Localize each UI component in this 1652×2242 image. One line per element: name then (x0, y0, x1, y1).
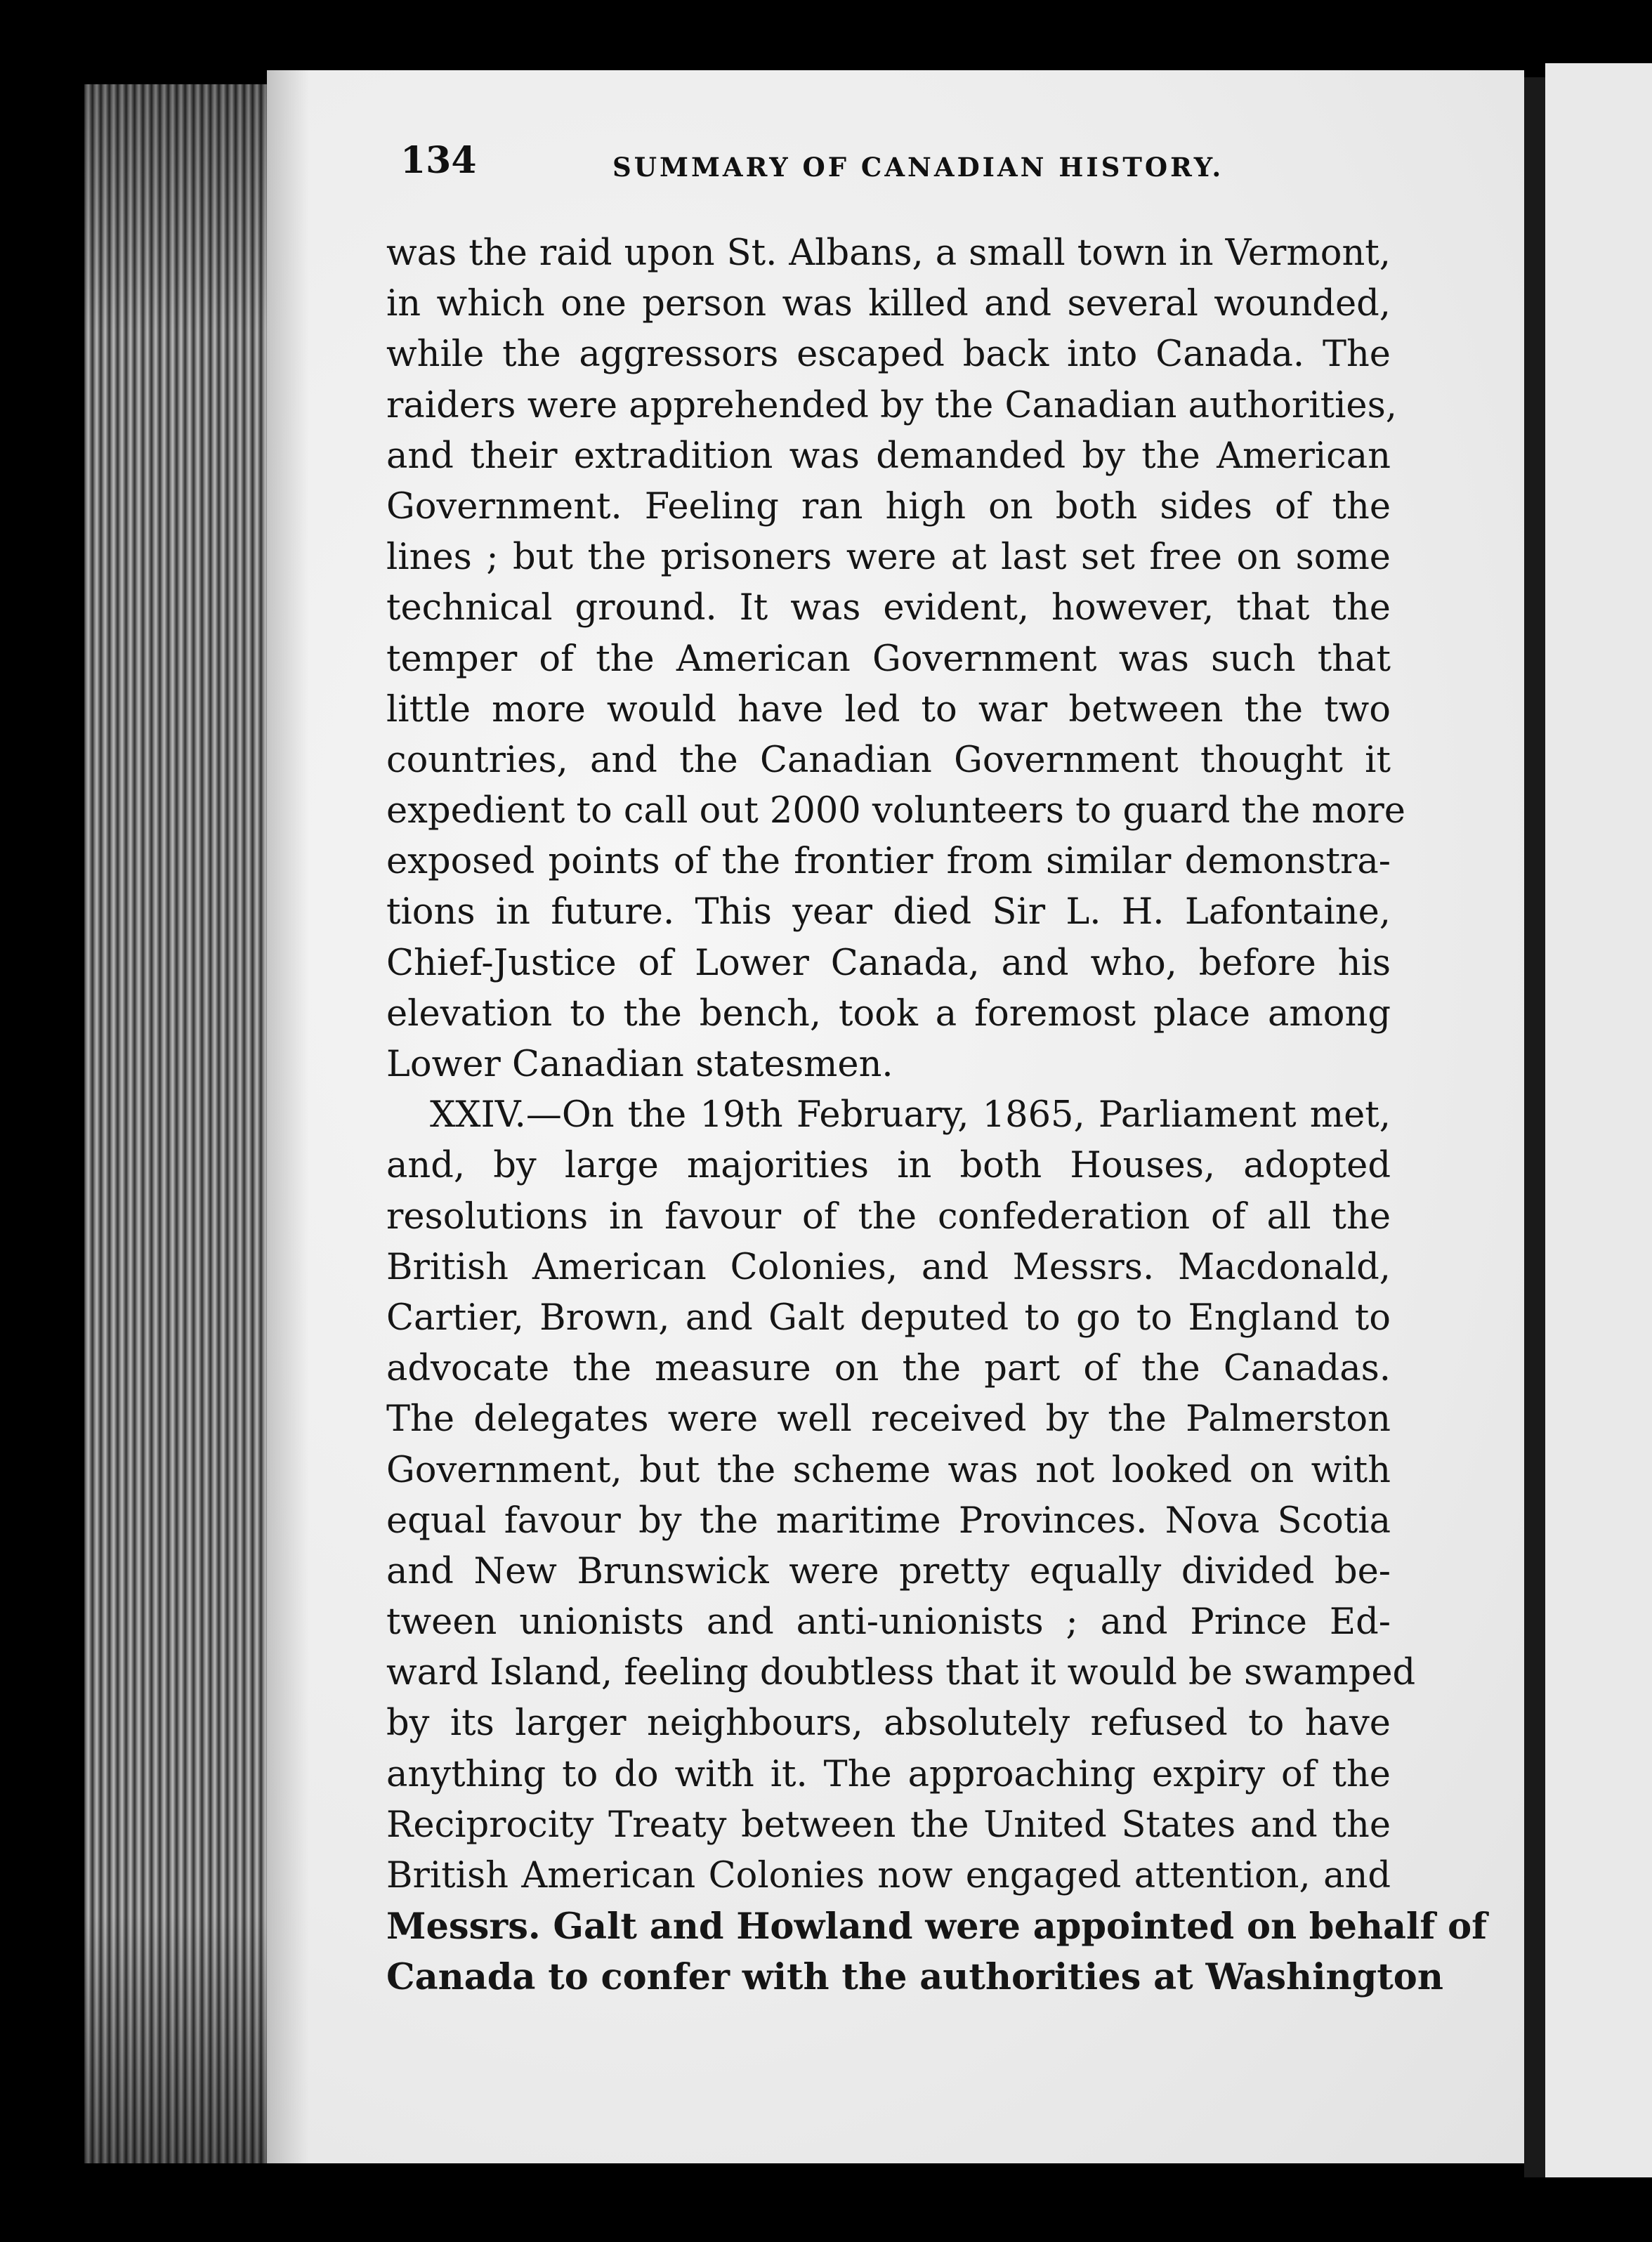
text-line: exposed points of the frontier from similar demonstra- (386, 841, 1391, 883)
text-line: Lower Canadian statesmen. (386, 1044, 893, 1085)
gutter-strip (1524, 77, 1545, 2177)
text-line: Government, but the scheme was not looked on with (386, 1449, 1391, 1491)
text-line: resolutions in favour of the confederation of all the (386, 1195, 1391, 1238)
text-line: ward Island, feeling doubtless that it would be swamped (386, 1652, 1416, 1694)
text-line: Chief-Justice of Lower Canada, and who, before his (386, 942, 1391, 984)
text-line: Cartier, Brown, and Galt deputed to go to England to (386, 1297, 1391, 1339)
text-line: raiders were apprehended by the Canadian authorities, (386, 384, 1397, 426)
running-head-title: SUMMARY OF CANADIAN HISTORY. (612, 152, 1224, 183)
text-line: elevation to the bench, took a foremost place among (386, 992, 1391, 1035)
text-line: and, by large majorities in both Houses, adopted (386, 1145, 1391, 1187)
section-start-line: XXIV.—On the 19th February, 1865, Parliament met, (430, 1094, 1391, 1136)
text-line: expedient to call out 2000 volunteers to guard the more (386, 790, 1405, 832)
text-line: was the raid upon St. Albans, a small town in Vermont, (386, 232, 1391, 274)
text-line: technical ground. It was evident, however, that the (386, 587, 1391, 629)
text-line: lines ; but the prisoners were at last set free on some (386, 537, 1391, 579)
text-line: Canada to confer with the authorities at Washington (386, 1956, 1443, 1999)
running-head (400, 139, 1224, 195)
text-line: by its larger neighbours, absolutely refused to have (386, 1703, 1391, 1745)
text-line: little more would have led to war between the two (386, 688, 1391, 730)
text-line: and their extradition was demanded by the American (386, 435, 1391, 477)
text-line: The delegates were well received by the Palmerston (386, 1398, 1391, 1441)
text-line: advocate the measure on the part of the Canadas. (386, 1348, 1391, 1390)
text-line: tween unionists and anti-unionists ; and Prince Ed- (386, 1601, 1391, 1644)
text-line: and New Brunswick were pretty equally divided be- (386, 1550, 1391, 1592)
text-line: countries, and the Canadian Government thought it (386, 739, 1391, 781)
text-line: in which one person was killed and several wounded, (386, 283, 1391, 325)
text-line: British American Colonies, and Messrs. Macdonald, (386, 1246, 1391, 1288)
text-line: Messrs. Galt and Howland were appointed on behalf of (386, 1906, 1488, 1948)
text-line: anything to do with it. The approaching expiry of the (386, 1753, 1391, 1795)
text-line: tions in future. This year died Sir L. H. Lafontaine, (386, 891, 1391, 933)
facing-page-edge (1545, 63, 1652, 2177)
text-line: Government. Feeling ran high on both sides of the (386, 485, 1391, 527)
text-line: Reciprocity Treaty between the United States and the (386, 1804, 1391, 1846)
text-line: temper of the American Government was such that (386, 638, 1391, 680)
spine-shadow (267, 70, 309, 2163)
page-number: 134 (400, 139, 477, 182)
text-line: equal favour by the maritime Provinces. Nova Scotia (386, 1500, 1391, 1542)
text-line: British American Colonies now engaged attention, and (386, 1855, 1391, 1896)
book-fore-edge (84, 84, 274, 2163)
text-line: while the aggressors escaped back into Canada. The (386, 334, 1391, 376)
body-text (386, 228, 1488, 2003)
